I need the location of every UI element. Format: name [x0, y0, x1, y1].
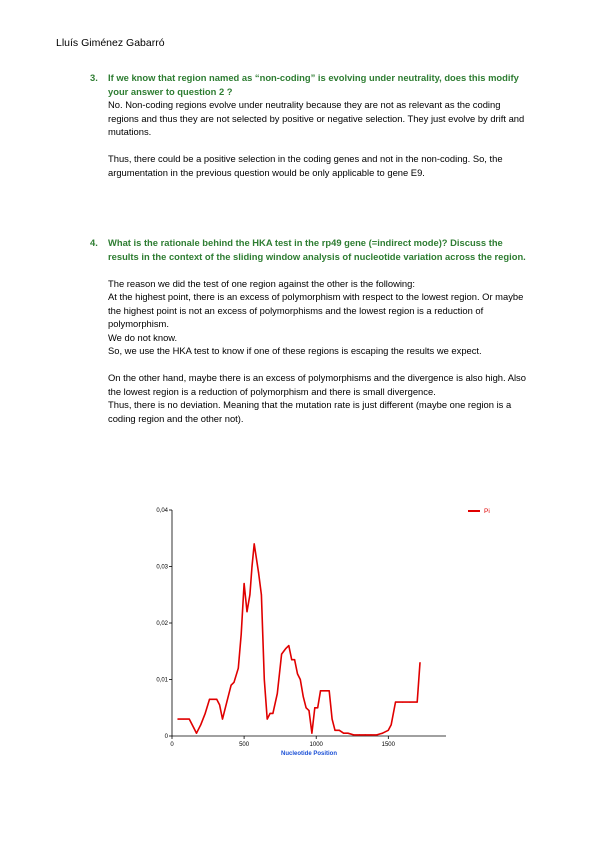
y-tick-label: 0 [164, 734, 168, 740]
data-point [347, 733, 348, 734]
data-point [395, 702, 396, 703]
data-point [353, 734, 354, 735]
y-tick-label: 0,01 [156, 677, 168, 684]
data-point [241, 634, 242, 635]
data-point [370, 734, 371, 735]
data-point [365, 734, 366, 735]
data-point [391, 724, 392, 725]
y-tick-label: 0,02 [156, 621, 168, 627]
data-point [249, 594, 250, 595]
data-point [329, 690, 330, 691]
data-point [246, 611, 247, 612]
data-point [267, 718, 268, 719]
data-point [269, 713, 270, 714]
data-point [238, 668, 239, 669]
data-point [326, 690, 327, 691]
answer-4-paragraph-3: We do not know. [108, 331, 178, 343]
data-point [339, 730, 340, 731]
x-tick-label: 0 [170, 742, 174, 748]
answer-4 [108, 277, 530, 426]
data-point [409, 702, 410, 703]
data-point [281, 653, 282, 654]
data-point [258, 572, 259, 573]
y-axis-ticks [156, 508, 172, 740]
question-4-section [90, 236, 530, 425]
data-point [254, 543, 255, 544]
answer-3-paragraph-1: No. Non-coding regions evolve under neutrality because they are not as relevant as the coding regions and thus they are not selected by positive or negative selection. They just evolve by drift and mutations. [108, 99, 525, 137]
data-point [311, 733, 312, 734]
question-3-number: 3. [90, 72, 98, 83]
data-point [244, 583, 245, 584]
data-point [251, 566, 252, 567]
data-point [219, 704, 220, 705]
data-point [419, 662, 420, 663]
data-point [205, 713, 206, 714]
data-point [226, 702, 227, 703]
data-point [277, 693, 278, 694]
data-point [272, 713, 273, 714]
data-point [306, 707, 307, 708]
data-point [183, 718, 184, 719]
data-point [261, 594, 262, 595]
data-point [177, 718, 178, 719]
data-point [222, 718, 223, 719]
data-point [388, 730, 389, 731]
data-point [382, 733, 383, 734]
question-3 [90, 71, 530, 98]
data-point [193, 727, 194, 728]
data-point [264, 679, 265, 680]
data-point [334, 730, 335, 731]
data-point [303, 696, 304, 697]
data-point [216, 699, 217, 700]
x-tick-label: 1500 [381, 742, 395, 748]
data-point [288, 645, 289, 646]
data-point [331, 718, 332, 719]
data-point [323, 690, 324, 691]
y-tick-label: 0,04 [156, 508, 168, 514]
data-point [317, 707, 318, 708]
author-name: Lluís Giménez Gabarró [56, 37, 165, 49]
data-point [314, 707, 315, 708]
x-axis-ticks [170, 736, 395, 748]
data-point [308, 710, 309, 711]
legend-label-pi: Pi [484, 508, 490, 515]
data-point [285, 648, 286, 649]
question-4-number: 4. [90, 237, 98, 248]
answer-4-paragraph-4: So, we use the HKA test to know if one of these regions is escaping the results we expect. [108, 345, 482, 356]
question-4-text: What is the rationale behind the HKA test in the rp49 gene (=indirect mode)? Discuss the results in the context of the sliding window analysis of nucleotide variation across the region. [108, 237, 526, 262]
data-point [417, 702, 418, 703]
data-point [320, 690, 321, 691]
data-point [297, 673, 298, 674]
data-point [294, 659, 295, 660]
data-point [402, 702, 403, 703]
x-tick-label: 500 [239, 742, 250, 748]
data-point [233, 682, 234, 683]
data-point [196, 733, 197, 734]
data-point [376, 734, 377, 735]
x-axis-label: Nucleotide Position [280, 751, 338, 757]
data-point [213, 699, 214, 700]
x-tick-label: 1000 [309, 742, 323, 748]
answer-4-paragraph-1: The reason we did the test of one region against the other is the following: [108, 277, 415, 289]
answer-3-paragraph-2: Thus, there could be a positive selection in the coding genes and not in the non-coding. So, the argumentation in the previous question would be only applicable to gene E9. [108, 153, 503, 178]
data-point [300, 679, 301, 680]
answer-4-paragraph-5: On the other hand, maybe there is an excess of polymorphisms and the divergence is also high. Also the lowest region is a reduction of polymorphism and there is small divergence. [108, 372, 526, 397]
question-3-text: If we know that region named as “non-coding” is evolving under neutrality, does this modify your answer to question 2 ? [108, 72, 519, 97]
nucleotide-diversity-chart [150, 502, 510, 762]
data-point [291, 659, 292, 660]
answer-3 [108, 98, 530, 179]
question-3-section [90, 71, 530, 179]
data-point [200, 724, 201, 725]
data-point [343, 733, 344, 734]
y-tick-label: 0,03 [156, 564, 168, 571]
data-point [189, 718, 190, 719]
data-point [359, 734, 360, 735]
question-4 [90, 236, 530, 263]
data-point [209, 699, 210, 700]
answer-4-paragraph-6: Thus, there is no deviation. Meaning that the mutation rate is just different (maybe one region is a coding region and the other not). [108, 399, 512, 424]
data-point [231, 685, 232, 686]
answer-4-paragraph-2: At the highest point, there is an excess of polymorphism with respect to the lowest region. Or maybe the highest point is not an excess of polymorphisms and the lowest region is a reduction of polymorphism. [108, 291, 524, 329]
